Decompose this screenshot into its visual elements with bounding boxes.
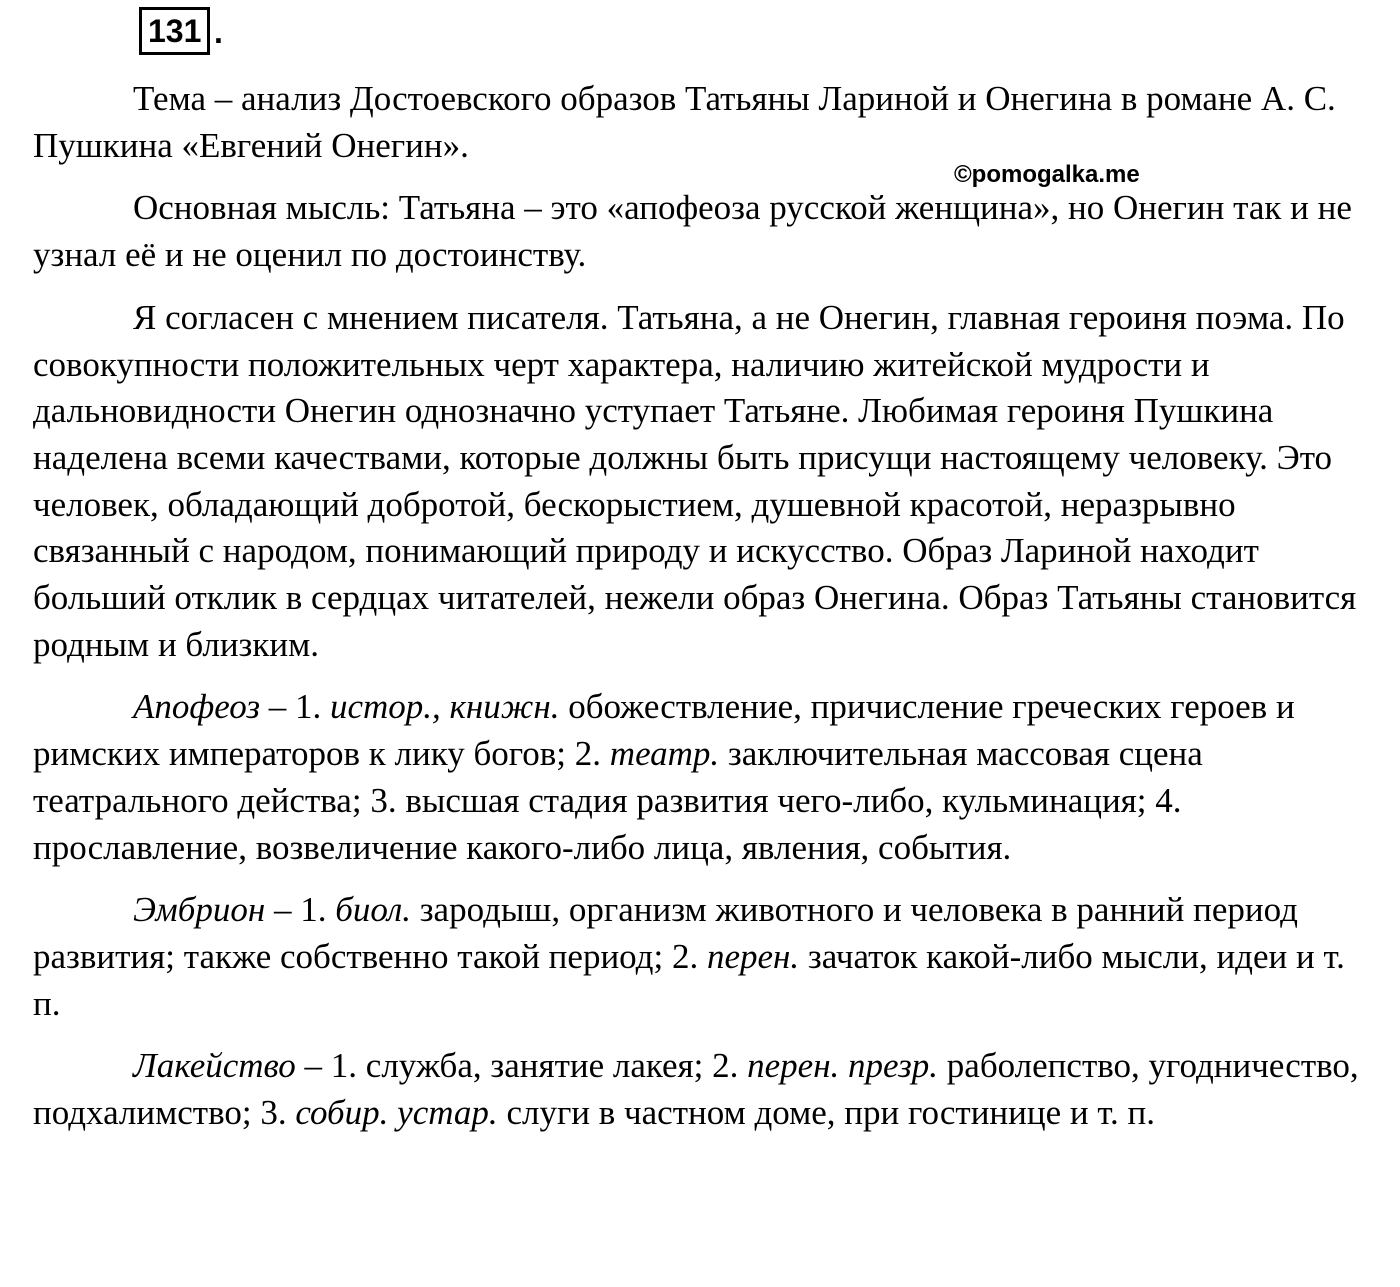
definition-term: Эмбрион xyxy=(133,890,266,930)
paragraph-topic: Тема – анализ Достоевского образов Татьяны Лариной и Онегина в романе А. С. Пушкина «Евгений Онегин». xyxy=(33,79,1336,165)
definition-label: перен. презр. xyxy=(747,1046,939,1086)
definition-text: зачаток какой-либо мысли, идеи и т. п. xyxy=(33,936,1345,1023)
definition-text: – 1. служба, занятие лакея; 2. xyxy=(295,1046,748,1086)
definition-embrion xyxy=(33,887,1375,1027)
definition-label: собир. устар. xyxy=(295,1093,498,1133)
definition-text: заключительная массовая сцена театрального действа; 3. высшая стадия развития чего-либо, кульминация; 4. прославление, возвеличение какого-либо лица, явления, события. xyxy=(33,734,1203,867)
definition-label: театр. xyxy=(609,734,720,774)
definition-lakeystvo xyxy=(33,1043,1375,1136)
exercise-number-dot: . xyxy=(214,14,223,50)
definition-term: Апофеоз xyxy=(133,687,260,727)
definition-label: биол. xyxy=(335,890,411,930)
document-body xyxy=(33,76,1375,1137)
definition-text: – 1. xyxy=(260,687,330,727)
definition-text: зародыш, организм животного и человека в ранний период развития; также собственно такой период; 2. xyxy=(33,890,1298,976)
definition-term: Лакейство xyxy=(133,1046,296,1086)
definition-label: перен. xyxy=(706,936,800,976)
paragraph-opinion: Я согласен с мнением писателя. Татьяна, а не Онегин, главная героиня поэма. По совокупности положительных черт характера, наличию житейской мудрости и дальновидности Онегин однозначно уступает Татьяне. Любимая героиня Пушкина наделена всеми качествами, которые должны быть присущи настоящему человеку. Это человек, обладающий добротой, бескорыстием, душевной красотой, неразрывно связанный с народом, понимающий природу и искусство. Образ Лариной находит больший отклик в сердцах читателей, нежели образ Онегина. Образ Татьяны становится родным и близким. xyxy=(33,297,1357,664)
exercise-number: 131 xyxy=(139,7,210,55)
paragraph-main-idea: Основная мысль: Татьяна – это «апофеоза русской женщина», но Онегин так и не узнал её и не оценил по достоинству. xyxy=(33,188,1352,275)
definition-text: слуги в частном доме, при гостинице и т. п. xyxy=(497,1093,1156,1133)
definition-label: истор., книжн. xyxy=(330,687,560,727)
definition-text: – 1. xyxy=(265,890,336,930)
definition-text: раболепство, угодничество, подхалимство; 3. xyxy=(33,1046,1359,1133)
definition-apofeoz xyxy=(33,684,1375,871)
definition-text: обожествление, причисление греческих героев и римских императоров к лику богов; 2. xyxy=(33,687,1295,774)
watermark: ©pomogalka.me xyxy=(954,161,1140,188)
